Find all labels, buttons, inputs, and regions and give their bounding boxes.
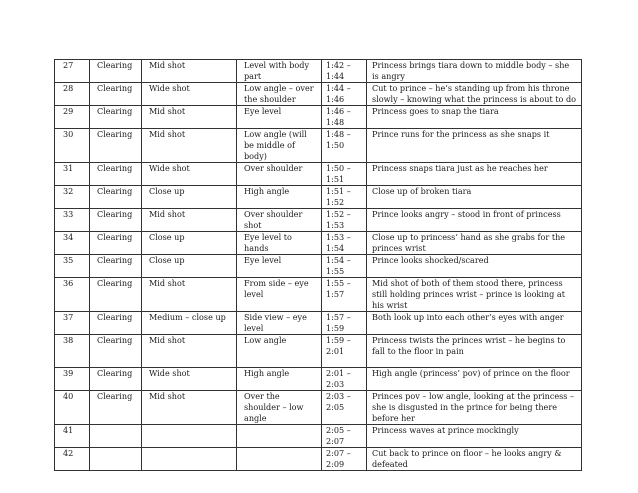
shot-type bbox=[142, 448, 237, 471]
shot-timing: 1:55 – 1:57 bbox=[322, 278, 367, 312]
shot-location: Clearing bbox=[90, 83, 142, 106]
shot-number: 29 bbox=[55, 106, 90, 129]
camera-angle bbox=[237, 425, 322, 448]
shot-type: Wide shot bbox=[142, 368, 237, 391]
table-row bbox=[55, 60, 582, 83]
shot-description: Princes pov – low angle, looking at the princess – she is disgusted in the prince for being there before her bbox=[367, 391, 582, 425]
shot-type: Mid shot bbox=[142, 129, 237, 163]
camera-angle: Side view – eye level bbox=[237, 312, 322, 335]
shot-number: 39 bbox=[55, 368, 90, 391]
shot-number: 33 bbox=[55, 209, 90, 232]
table-row bbox=[55, 83, 582, 106]
camera-angle: Over shoulder shot bbox=[237, 209, 322, 232]
shot-timing: 1:48 – 1:50 bbox=[322, 129, 367, 163]
shot-timing: 2:05 – 2:07 bbox=[322, 425, 367, 448]
camera-angle: Eye level to hands bbox=[237, 232, 322, 255]
shot-location: Clearing bbox=[90, 106, 142, 129]
shot-description: Prince looks shocked/scared bbox=[367, 255, 582, 278]
shot-timing: 1:46 – 1:48 bbox=[322, 106, 367, 129]
shot-timing: 1:44 – 1:46 bbox=[322, 83, 367, 106]
camera-angle: High angle bbox=[237, 186, 322, 209]
table-row bbox=[55, 278, 582, 312]
shot-timing: 2:01 – 2:03 bbox=[322, 368, 367, 391]
shot-number: 35 bbox=[55, 255, 90, 278]
camera-angle: From side – eye level bbox=[237, 278, 322, 312]
table-row bbox=[55, 232, 582, 255]
shot-number: 30 bbox=[55, 129, 90, 163]
shot-type: Close up bbox=[142, 255, 237, 278]
shot-timing: 1:52 – 1:53 bbox=[322, 209, 367, 232]
shot-number: 32 bbox=[55, 186, 90, 209]
shot-number: 40 bbox=[55, 391, 90, 425]
shot-type bbox=[142, 425, 237, 448]
shot-description: Princess brings tiara down to middle body – she is angry bbox=[367, 60, 582, 83]
camera-angle: Low angle bbox=[237, 335, 322, 368]
shot-type: Medium – close up bbox=[142, 312, 237, 335]
shot-location: Clearing bbox=[90, 391, 142, 425]
shot-number: 27 bbox=[55, 60, 90, 83]
shot-description: Princess twists the princes wrist – he begins to fall to the floor in pain bbox=[367, 335, 582, 368]
shot-type: Mid shot bbox=[142, 106, 237, 129]
shot-description: Mid shot of both of them stood there, princess still holding princes wrist – prince is looking at his wrist bbox=[367, 278, 582, 312]
shot-number: 37 bbox=[55, 312, 90, 335]
shot-description: Prince runs for the princess as she snaps it bbox=[367, 129, 582, 163]
camera-angle: Over shoulder bbox=[237, 163, 322, 186]
shot-number: 36 bbox=[55, 278, 90, 312]
camera-angle: Level with body part bbox=[237, 60, 322, 83]
table-row bbox=[55, 209, 582, 232]
shot-location: Clearing bbox=[90, 60, 142, 83]
shot-number: 42 bbox=[55, 448, 90, 471]
shot-description: Princess goes to snap the tiara bbox=[367, 106, 582, 129]
shot-number: 38 bbox=[55, 335, 90, 368]
shot-timing: 1:57 – 1:59 bbox=[322, 312, 367, 335]
shot-timing: 2:03 – 2:05 bbox=[322, 391, 367, 425]
shot-timing: 1:42 – 1:44 bbox=[322, 60, 367, 83]
camera-angle bbox=[237, 448, 322, 471]
table-row bbox=[55, 448, 582, 471]
shot-timing: 1:50 – 1:51 bbox=[322, 163, 367, 186]
shot-timing: 1:53 – 1:54 bbox=[322, 232, 367, 255]
shot-description: Princess waves at prince mockingly bbox=[367, 425, 582, 448]
shot-description: Cut back to prince on floor – he looks angry & defeated bbox=[367, 448, 582, 471]
shot-description: Close up of broken tiara bbox=[367, 186, 582, 209]
shot-type: Mid shot bbox=[142, 278, 237, 312]
shot-timing: 1:54 – 1:55 bbox=[322, 255, 367, 278]
shot-description: Cut to prince – he’s standing up from his throne slowly – knowing what the princess is about to do bbox=[367, 83, 582, 106]
shot-timing: 1:51 – 1:52 bbox=[322, 186, 367, 209]
camera-angle: High angle bbox=[237, 368, 322, 391]
shot-location: Clearing bbox=[90, 209, 142, 232]
shot-list-table bbox=[54, 59, 582, 471]
camera-angle: Low angle (will be middle of body) bbox=[237, 129, 322, 163]
shot-number: 28 bbox=[55, 83, 90, 106]
shot-location bbox=[90, 448, 142, 471]
table-row bbox=[55, 335, 582, 368]
table-row bbox=[55, 163, 582, 186]
shot-location: Clearing bbox=[90, 129, 142, 163]
table-row bbox=[55, 129, 582, 163]
table-row bbox=[55, 391, 582, 425]
shot-location: Clearing bbox=[90, 232, 142, 255]
shot-description: Close up to princess’ hand as she grabs for the princes wrist bbox=[367, 232, 582, 255]
table-row bbox=[55, 186, 582, 209]
shot-number: 34 bbox=[55, 232, 90, 255]
shot-type: Mid shot bbox=[142, 391, 237, 425]
table-row bbox=[55, 368, 582, 391]
table-row bbox=[55, 106, 582, 129]
shot-type: Mid shot bbox=[142, 209, 237, 232]
shot-number: 31 bbox=[55, 163, 90, 186]
shot-location: Clearing bbox=[90, 368, 142, 391]
shot-location: Clearing bbox=[90, 255, 142, 278]
shot-location: Clearing bbox=[90, 335, 142, 368]
shot-description: Both look up into each other’s eyes with anger bbox=[367, 312, 582, 335]
shot-type: Mid shot bbox=[142, 335, 237, 368]
shot-timing: 2:07 – 2:09 bbox=[322, 448, 367, 471]
camera-angle: Eye level bbox=[237, 255, 322, 278]
shot-type: Mid shot bbox=[142, 60, 237, 83]
shot-timing: 1:59 – 2:01 bbox=[322, 335, 367, 368]
camera-angle: Low angle – over the shoulder bbox=[237, 83, 322, 106]
camera-angle: Eye level bbox=[237, 106, 322, 129]
table-row bbox=[55, 425, 582, 448]
shot-location: Clearing bbox=[90, 186, 142, 209]
camera-angle: Over the shoulder – low angle bbox=[237, 391, 322, 425]
shot-location: Clearing bbox=[90, 278, 142, 312]
table-row bbox=[55, 255, 582, 278]
table-row bbox=[55, 312, 582, 335]
shot-location: Clearing bbox=[90, 312, 142, 335]
shot-type: Wide shot bbox=[142, 83, 237, 106]
shot-description: Prince looks angry – stood in front of princess bbox=[367, 209, 582, 232]
shot-description: Princess snaps tiara just as he reaches her bbox=[367, 163, 582, 186]
shot-type: Close up bbox=[142, 232, 237, 255]
shot-location: Clearing bbox=[90, 163, 142, 186]
shot-location bbox=[90, 425, 142, 448]
shot-type: Close up bbox=[142, 186, 237, 209]
shot-type: Wide shot bbox=[142, 163, 237, 186]
shot-description: High angle (princess’ pov) of prince on the floor bbox=[367, 368, 582, 391]
shot-number: 41 bbox=[55, 425, 90, 448]
